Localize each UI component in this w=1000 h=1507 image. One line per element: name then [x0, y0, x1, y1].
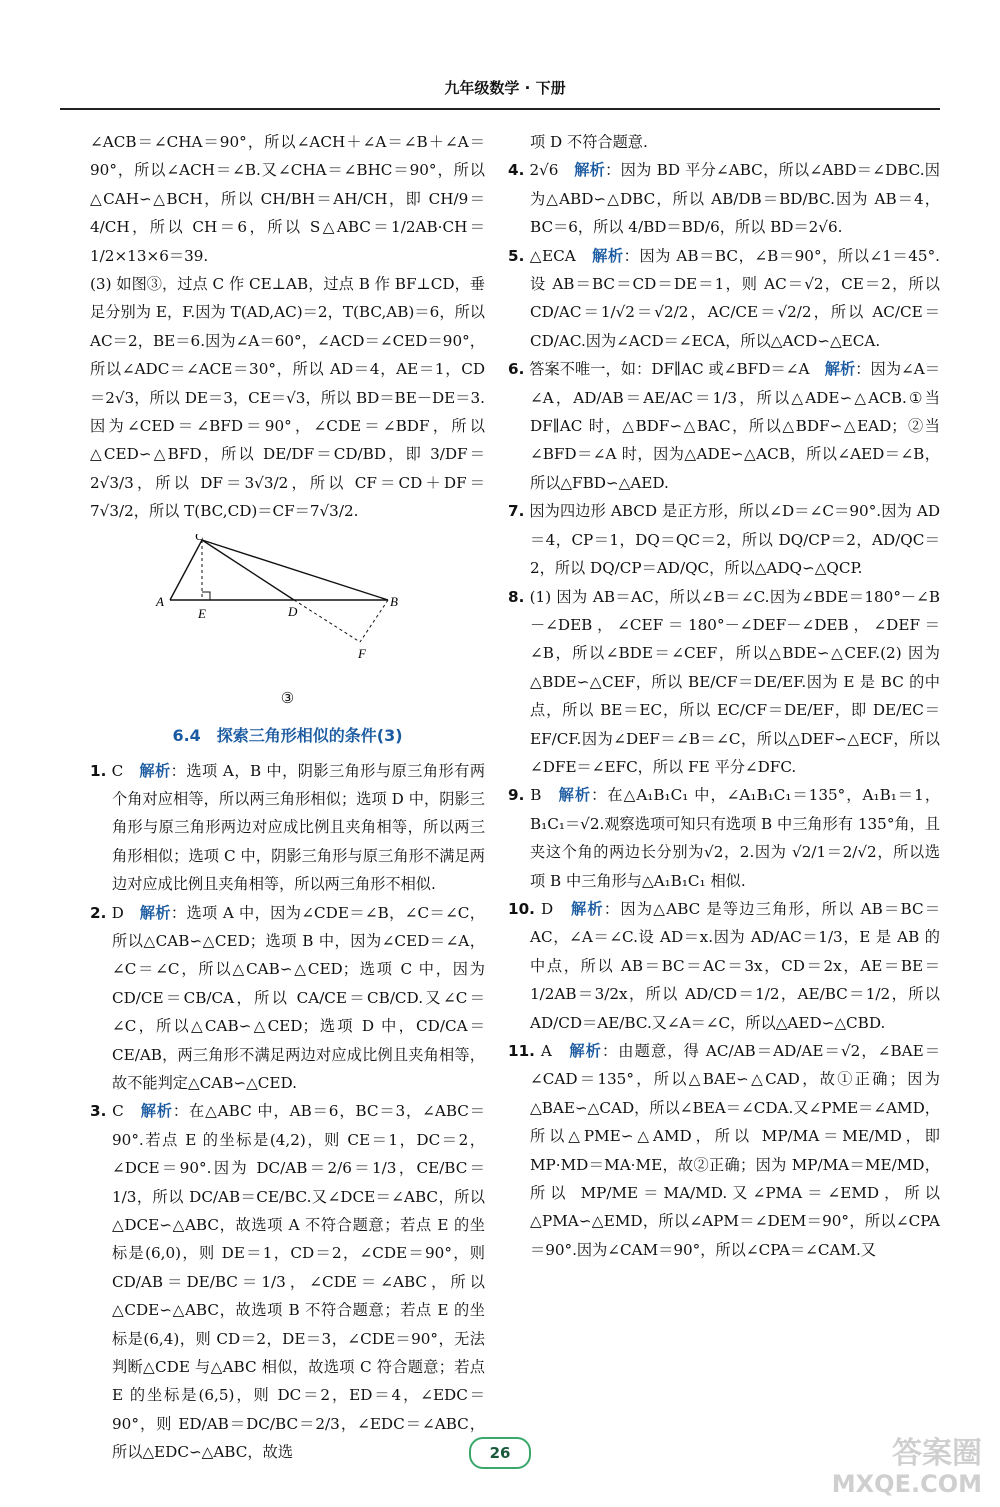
- item-answer: C: [112, 1102, 124, 1121]
- item-text: 因为四边形 ABCD 是正方形，所以∠D＝∠C＝90°.因为 AD＝4，CP＝1，DQ＝QC＝2，所以 DQ/CP＝2，AD/QC＝2，所以 DQ/CP＝AD/QC，所以△ADQ∽△QCP.: [529, 502, 940, 578]
- item-text: ：选项 A 中，因为∠CDE＝∠B，∠C＝∠C，所以△CAB∽△CED；选项 B 中，因为∠CED＝∠A，∠C＝∠C，所以△CAB∽△CED；选项 C 中，因为 CD/CE＝CB/CA，所以 CA/CE＝CB/CD.又∠C＝∠C，所以△CAB∽△CED；选项 D 中，CD/CA＝CE/AB，两三角形不满足两边对应成比例且夹角相等，故不能判定△CAB∽△CED.: [112, 903, 485, 1092]
- right-angle-mark: [202, 592, 210, 600]
- item-number: 8.: [508, 587, 525, 606]
- item-text: ：因为 BD 平分∠ABC，所以∠ABD＝∠DBC.因为△ABD∽△DBC，所以 AB/DB＝BD/BC.因为 AB＝4，BC＝6，所以 4/BD＝BD/6，所以 BD＝2√6.: [530, 161, 940, 237]
- item-text: (1) 因为 AB＝AC，所以∠B＝∠C.因为∠BDE＝180°－∠B－∠DEB，∠CEF＝180°－∠DEF－∠DEB，∠DEF＝∠B，所以∠BDE＝∠CEF，所以△BDE∽△CEF.(2) 因为△BDE∽△CEF，所以 BE/CF＝DE/EF.因为 E 是 BC 的中点，所以 BE＝EC，所以 EC/CF＝DE/EF，即 DE/EC＝EF/CF.因为∠DEF＝∠B＝∠C，所以△DEF∽△ECF，所以∠DFE＝∠EFC，所以 FE 平分∠DFC.: [529, 587, 940, 776]
- analysis-tag: 解析: [570, 899, 604, 918]
- answer-item: [508, 583, 940, 782]
- triangle-diagram: [90, 534, 485, 684]
- figure-caption: ③: [280, 688, 295, 707]
- item-number: 9.: [508, 786, 525, 805]
- left-column: [90, 128, 485, 1467]
- header-rule: [60, 108, 940, 110]
- page-header: [70, 70, 940, 110]
- label-C: C: [195, 533, 204, 543]
- answer-item: [90, 757, 485, 899]
- item-number: 11.: [508, 1042, 535, 1060]
- answer-item: [508, 355, 940, 497]
- item-number: 5.: [508, 246, 525, 265]
- item-number: 1.: [90, 761, 107, 780]
- analysis-tag: 解析: [824, 360, 856, 379]
- analysis-tag: 解析: [558, 786, 592, 805]
- continuation-text: 项 D 不符合题意.: [530, 133, 648, 151]
- item-answer: 2√6: [529, 161, 559, 180]
- triangle-figure: [90, 534, 485, 684]
- header-title: 九年级数学 · 下册: [444, 79, 566, 97]
- answer-item: [90, 899, 485, 1098]
- item-number: 7.: [508, 502, 525, 521]
- analysis-tag: 解析: [569, 1042, 602, 1060]
- answer-item: [508, 781, 940, 895]
- left-paragraph: (3) 如图③，过点 C 作 CE⊥AB，过点 B 作 BF⊥CD，垂足分别为 E，F.因为 T(AD,AC)＝2，T(BC,AB)＝6，所以 AC＝2，BE＝6.因为∠A＝60°，∠ACD＝∠CED＝90°，所以∠ADC＝∠ACE＝30°，所以 AD＝4，AE＝1，CD＝2√3，所以 DE＝3，CE＝√3，所以 BD＝BE－DE＝3.因为∠CED＝∠BFD＝90°，∠CDE＝∠BDF，所以△CED∽△BFD，所以 DE/DF＝CD/BD，即 3/DF＝2√3/3，所以 DF＝3√3/2，所以 CF＝CD＋DF＝7√3/2，所以 T(BC,CD)＝CF＝7√3/2.: [90, 275, 485, 521]
- seg-CD: [202, 540, 294, 600]
- answer-item: [508, 156, 940, 241]
- label-B: B: [390, 593, 398, 609]
- seg-AC: [170, 540, 202, 600]
- item-text: ：由题意，得 AC/AB＝AD/AE＝√2，∠BAE＝∠CAD＝135°，所以△BAE∽△CAD，故①正确；因为△BAE∽△CAD，所以∠BEA＝∠CDA.又∠PME＝∠AMD，所以△PME∽△AMD，所以 MP/MA＝ME/MD，即 MP·MD＝MA·ME，故②正确；因为 MP/MA＝ME/MD，所以 MP/ME＝MA/MD.又∠PMA＝∠EMD，所以△PMA∽△EMD，所以∠APM＝∠DEM＝90°，所以∠CPA＝90°.因为∠CAM＝90°，所以∠CPA＝∠CAM.又: [530, 1042, 941, 1259]
- item-answer: B: [530, 786, 542, 805]
- item-answer: △ECA: [529, 246, 576, 265]
- answer-item: [90, 1097, 485, 1466]
- item-number: 10.: [508, 899, 535, 918]
- analysis-tag: 解析: [592, 246, 624, 265]
- item-text: ：因为∠A＝∠A，AD/AB＝AE/AC＝1/3，所以△ADE∽△ACB.①当 DF∥AC 时，△BDF∽△BAC，所以△BDF∽△EAD；②当∠BFD＝∠A 时，因为△ADE∽△ACB，所以∠AED＝∠B，所以△FBD∽△AED.: [530, 360, 941, 492]
- item-number: 4.: [508, 161, 525, 180]
- answer-item: [508, 895, 940, 1037]
- item-number: 3.: [90, 1102, 107, 1121]
- right-column: [508, 128, 940, 1264]
- item-answer: D: [111, 903, 124, 922]
- seg-DF: [294, 600, 360, 642]
- answer-item: [508, 497, 940, 582]
- page-number: 26: [469, 1437, 531, 1469]
- watermark: [831, 1436, 982, 1499]
- label-A: A: [156, 593, 164, 609]
- label-D: D: [288, 603, 298, 619]
- item-answer: A: [540, 1042, 552, 1060]
- item-number: 2.: [90, 903, 107, 922]
- item-number: 6.: [508, 360, 525, 379]
- seg-BF: [360, 600, 388, 642]
- item-answer: D: [541, 899, 554, 918]
- item-text: ：因为 AB＝BC，∠B＝90°，所以∠1＝45°.设 AB＝BC＝CD＝DE＝1，则 AC＝√2，CE＝2，所以 CD/AC＝1/√2＝√2/2，AC/CE＝√2/2，所以 AC/CE＝CD/AC.因为∠ACD＝∠ECA，所以△ACD∽△ECA.: [530, 246, 940, 350]
- watermark-logo: 答案圈: [892, 1436, 982, 1471]
- item-text: ：在△ABC 中，AB＝6，BC＝3，∠ABC＝90°.若点 E 的坐标是(4,2)，则 CE＝1，DC＝2，∠DCE＝90°.因为 DC/AB＝2/6＝1/3，CE/BC＝1/3，所以 DC/AB＝CE/BC.又∠DCE＝∠ABC，所以△DCE∽△ABC，故选项 A 不符合题意；若点 E 的坐标是(6,0)，则 DE＝1，CD＝2，∠CDE＝90°，则 CD/AB＝DE/BC＝1/3，∠CDE＝∠ABC，所以△CDE∽△ABC，故选项 B 不符合题意；若点 E 的坐标是(6,4)，则 CD＝2，DE＝3，∠CDE＝90°，无法判断△CDE 与△ABC 相似，故选项 C 符合题意；若点 E 的坐标是(6,5)，则 DC＝2，ED＝4，∠EDC＝90°，则 ED/AB＝DC/BC＝2/3，∠EDC＝∠ABC，所以△EDC∽△ABC，故选: [112, 1102, 485, 1462]
- item-answer: 答案不唯一，如：DF∥AC 或∠BFD＝∠A: [529, 360, 810, 379]
- seg-CB: [202, 540, 388, 600]
- item-text: ：因为△ABC 是等边三角形，所以 AB＝BC＝AC，∠A＝∠C.设 AD＝x.因为 AD/AC＝1/3，E 是 AB 的中点，所以 AB＝BC＝AC＝3x，CD＝2x，AE＝BE＝1/2AB＝3/2x，所以 AD/CD＝1/2，AE/BC＝1/2，所以 AD/CD＝AE/BC.又∠A＝∠C，所以△AED∽△CBD.: [530, 899, 941, 1032]
- analysis-tag: 解析: [139, 903, 171, 922]
- analysis-tag: 解析: [140, 1102, 173, 1121]
- answer-item: [508, 1037, 940, 1264]
- analysis-tag: 解析: [139, 761, 171, 780]
- answer-item: [508, 242, 940, 356]
- analysis-tag: 解析: [574, 161, 606, 180]
- item-answer: C: [111, 761, 124, 780]
- left-paragraph: ∠ACB＝∠CHA＝90°，所以∠ACH＋∠A＝∠B＋∠A＝90°，所以∠ACH＝∠B.又∠CHA＝∠BHC＝90°，所以△CAH∽△BCH，所以 CH/BH＝AH/CH，即 CH/9＝4/CH，所以 CH＝6，所以 S△ABC＝1/2AB·CH＝1/2×13×6＝39.: [90, 133, 485, 265]
- label-F: F: [358, 645, 366, 661]
- label-E: E: [198, 605, 206, 621]
- section-title: 6.4 探索三角形相似的条件(3): [172, 726, 403, 746]
- item-text: ：在△A₁B₁C₁ 中，∠A₁B₁C₁＝135°，A₁B₁＝1，B₁C₁＝√2.观察选项可知只有选项 B 中三角形有 135°角，且夹这个角的两边长分别为√2，2.因为 √2/1＝2/√2，所以选项 B 中三角形与△A₁B₁C₁ 相似.: [530, 786, 941, 890]
- item-text: ：选项 A，B 中，阴影三角形与原三角形有两个角对应相等，所以两三角形相似；选项 D 中，阴影三角形与原三角形两边对应成比例且夹角相等，所以两三角形相似；选项 C 中，阴影三角形与原三角形不满足两边对应成比例且夹角相等，所以两三角形不相似.: [112, 761, 486, 894]
- watermark-url: MXQE.COM: [831, 1470, 982, 1498]
